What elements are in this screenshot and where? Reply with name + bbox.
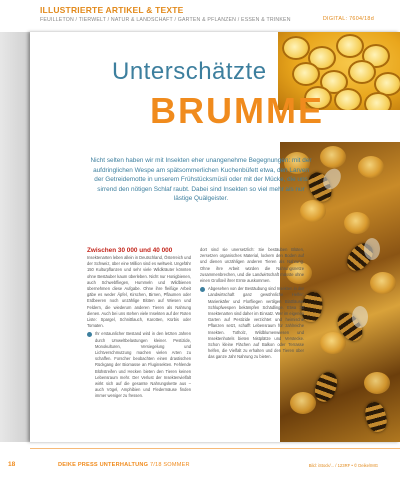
article-column-2 — [200, 247, 304, 361]
publication-title — [58, 462, 190, 468]
section-title: ILLUSTRIERTE ARTIKEL & TEXTE — [40, 5, 184, 15]
column-1-bullet — [87, 331, 191, 399]
header-band — [0, 0, 400, 30]
column-2-bullet — [200, 286, 304, 360]
column-2-bullet-text: Abgesehen von der Bestäubung sind Insekten in der Landwirtschaft ganz gewöhnliche Helfer: Marienkäfer und Florfliegen vertilgen Blattläuse, Schlupfwespen bekämpfen Schädlinge. Etwa 30 Insektenarten sind daher im Einsatz. Wer im eigenen Garten auf Pestizide verzichtet und heimische Pflanzen setzt, schafft Lebensraum für zahlreiche Insekten. Totholz, Wildblumenwiesen und Insektenhotels bieten Nistplätze und Verstecke. Schon kleine Flächen auf Balkon oder Terrasse helfen, die Vielfalt zu erhalten und den Tieren über das ganze Jahr Nahrung zu bieten. — [208, 286, 304, 360]
publication-issue: 7/18 SOMMER — [149, 462, 190, 468]
section-categories: FEUILLETON / TIERWELT / NATUR & LANDSCHAFT / GARTEN & PFLANZEN / ESSEN & TRINKEN — [40, 17, 291, 23]
headline-line-2: BRUMME — [150, 90, 324, 131]
headline-line-1: Unterschätzte — [112, 58, 267, 85]
article-page — [30, 32, 400, 442]
column-2-paragraph: dort sind sie unersetzlich: Sie bestäuben Blüten, zersetzen organisches Material, lockern den Boden auf und dienen unzähligen anderen Tieren als Nahrung. Ohne ihre Arbeit würden die Nahrungsnetze zusammenbrechen, und die Landwirtschaft müsste ohne einen Großteil ihrer Ernte auskommen. — [200, 247, 304, 284]
publication-name: DEIKE PRESS UNTERHALTUNG — [58, 462, 149, 468]
article-column-1 — [87, 247, 191, 400]
bullet-dot-icon — [87, 332, 92, 337]
page-side-strip — [0, 32, 30, 442]
bullet-dot-icon — [200, 287, 205, 292]
image-credit: Bild: iStock/... / 123RF • © Deike/IMG — [308, 463, 378, 468]
digital-tag: DIGITAL: 7604/18d — [322, 16, 374, 22]
footer-divider — [30, 448, 400, 449]
page-number: 18 — [8, 461, 16, 468]
column-1-bullet-text: Ihr erstaunlicher Bestand wird in den letzten Jahren durch Umweltbelastungen kleiner. Pestizide, Monokulturen, Versiegelung und Lichtverschmutzung machen vielen Arten zu schaffen. Forscher beobachten einen drastischen Rückgang der Biomasse an Fluginsekten. Fehlende Blühstreifen und Hecken bieten den Tieren keinen Lebensraum mehr. Der Verlust der Insektenvielfalt wirkt sich auf die gesamte Nahrungskette aus – auch Vögel, Amphibien und Fledermäuse finden immer weniger zu fressen. — [95, 331, 191, 399]
column-1-paragraph: Insektenarten leben allein in Deutschland, Österreich und der Schweiz, über eine Million sind es weltweit. Ungefähr 150 Kulturpflanzen und sehr viele Wildkräuter könnten ohne Bestäuber kaum überleben. Nicht nur Honigbienen, auch Schwebfliegen, Hummeln und Wildbienen übernehmen diese Aufgabe. Ohne ihre fleißige Arbeit gäbe es weder Äpfel, Kirschen, Birnen, Pflaumen oder Erdbeeren noch unzählige Blüten auf Wiesen und Feldern, die wiederum anderen Tieren als Nahrung dienen. Auch bei uns stehen viele Insekten auf der Roten Liste: Spargel, Schnittlauch, Karotten, Kürbis oder Tomaten. — [87, 255, 191, 329]
article-lead: Nicht selten haben wir mit Insekten eher unangenehme Begegnungen: mit der aufdringlichen Wespe am spätsommerlichen Kuchenbüfett etwa, den Larven der Getreidemotte in unserem Frühstücksmüsli oder mit der Mücke, die uns sirrend den nötigen Schlaf raubt. Dabei sind Insekten so viel mehr als nur lästige Quälgeister. — [90, 157, 312, 203]
article-subhead: Zwischen 30 000 und 40 000 — [87, 247, 173, 254]
